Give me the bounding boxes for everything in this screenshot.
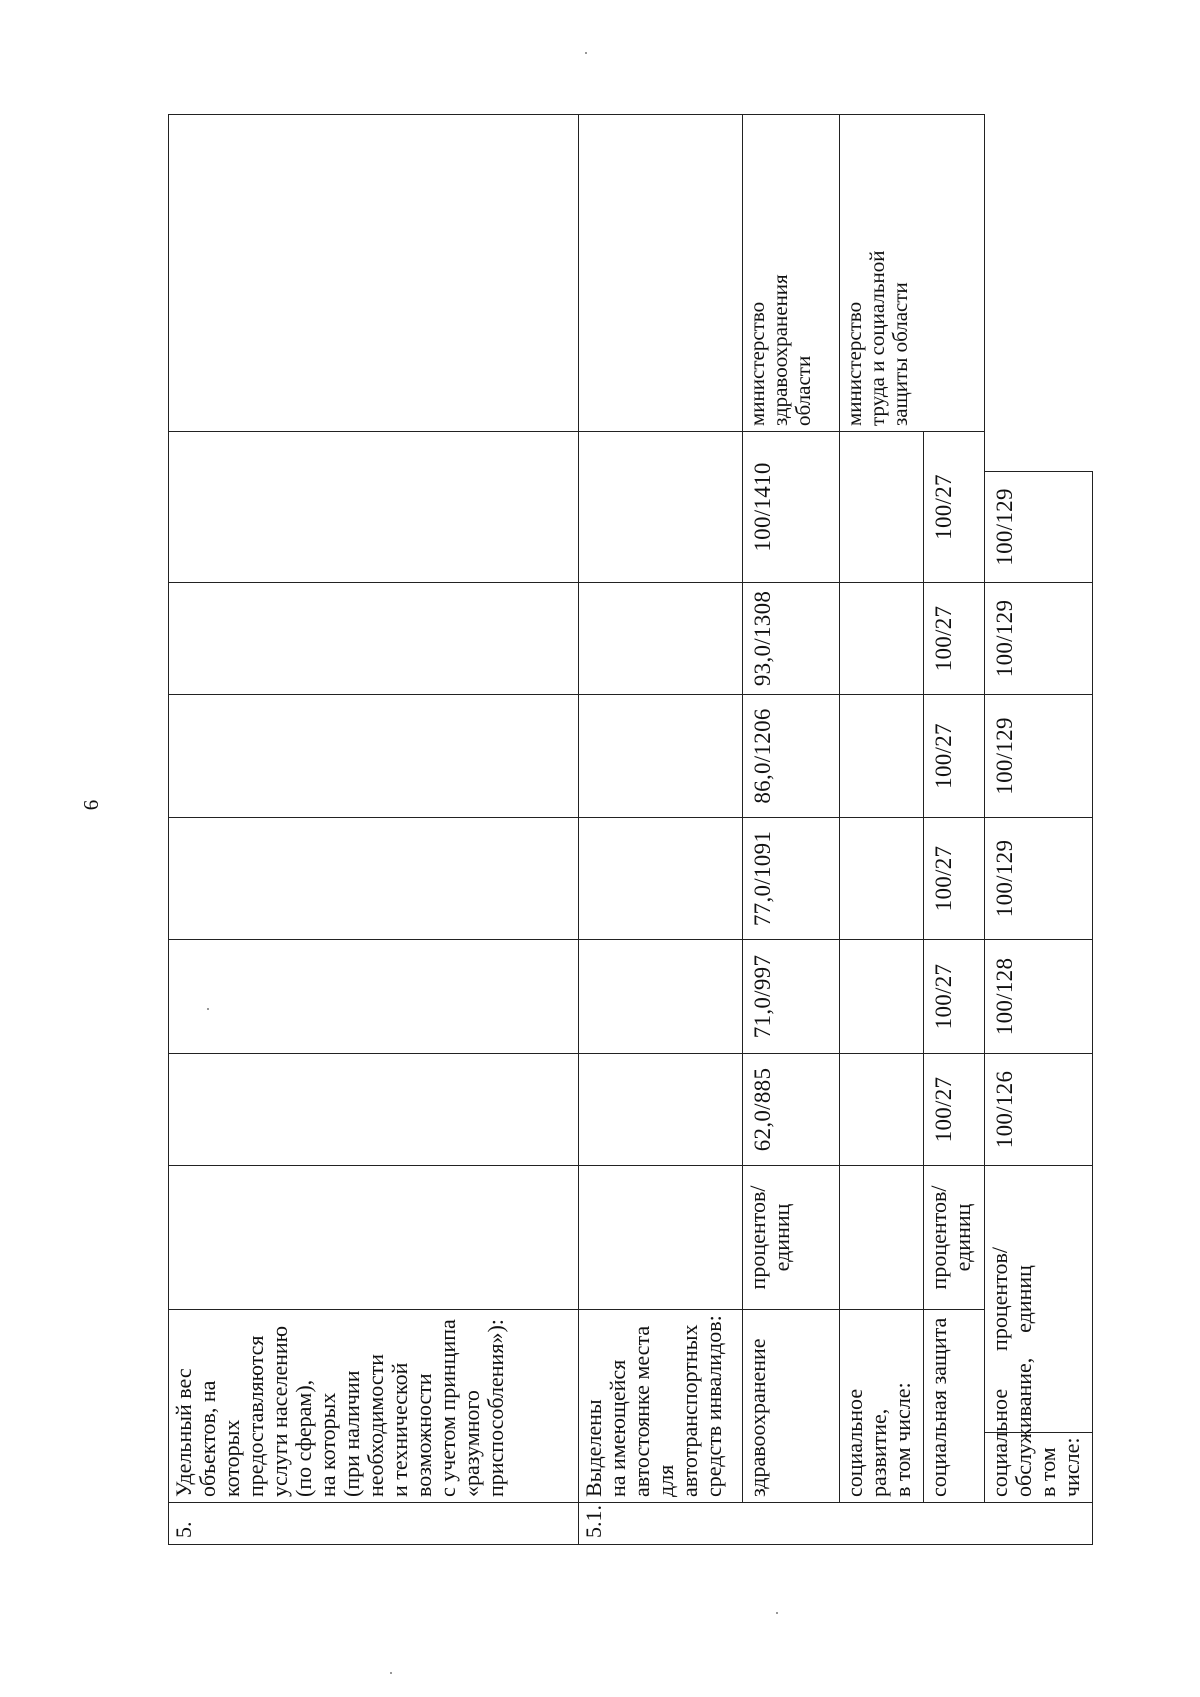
- value-health-6: 100/1410: [742, 431, 840, 582]
- value-social-protection-6: 100/27: [923, 431, 984, 582]
- scan-speck: [207, 1008, 209, 1010]
- scan-speck: [390, 1672, 392, 1674]
- row-number-5: 5.: [169, 1503, 579, 1545]
- unit-social-protection: процентов/ единиц: [923, 1165, 984, 1309]
- value-cell-51-1: [579, 1053, 742, 1165]
- scan-speck: [585, 52, 587, 54]
- value-social-service-2: 100/128: [984, 939, 1092, 1053]
- table-row-social-service: [984, 114, 1092, 1544]
- sector-name-social-service: социальное обслуживание, в том числе:: [984, 1433, 1092, 1503]
- row-number-5-1: 5.1.: [579, 1503, 1093, 1545]
- value-cell-51-3: [579, 817, 742, 939]
- table-row-5-1: [579, 114, 742, 1544]
- scan-speck: [776, 1612, 778, 1614]
- value-health-5: 93,0/1308: [742, 582, 840, 694]
- value-cell-51-4: [579, 694, 742, 817]
- value-cell-5-2: [169, 939, 579, 1053]
- unit-cell-5-1: [579, 1165, 742, 1309]
- unit-health: процентов/ единиц: [742, 1165, 840, 1309]
- value-social-protection-2: 100/27: [923, 939, 984, 1053]
- responsible-cell-5-1: [579, 114, 742, 431]
- unit-social-service: процентов/ единиц: [984, 1165, 1092, 1432]
- value-cell-51-2: [579, 939, 742, 1053]
- value-social-development-4: [840, 694, 923, 817]
- value-social-development-5: [840, 582, 923, 694]
- value-social-protection-1: 100/27: [923, 1053, 984, 1165]
- value-cell-5-1: [169, 1053, 579, 1165]
- value-social-service-4: 100/129: [984, 694, 1092, 817]
- value-social-development-2: [840, 939, 923, 1053]
- value-social-service-1: 100/126: [984, 1053, 1092, 1165]
- sector-name-social-protection: социальная защита: [923, 1309, 984, 1502]
- table-row-health: [742, 114, 840, 1544]
- value-social-development-3: [840, 817, 923, 939]
- value-cell-5-6: [169, 431, 579, 582]
- value-health-1: 62,0/885: [742, 1053, 840, 1165]
- value-social-service-3: 100/129: [984, 817, 1092, 939]
- value-social-protection-4: 100/27: [923, 694, 984, 817]
- responsible-social: министерство труда и социальной защиты области: [840, 114, 984, 431]
- value-social-service-6: 100/129: [984, 471, 1092, 582]
- value-cell-5-5: [169, 582, 579, 694]
- value-social-service-5: 100/129: [984, 582, 1092, 694]
- table-row-5: [169, 114, 579, 1544]
- sector-name-social-development: социальное развитие, в том числе:: [840, 1309, 923, 1502]
- value-social-protection-3: 100/27: [923, 817, 984, 939]
- indicator-name-5-1: Выделены на имеющейся автостоянке места для автотранспортных средств инвалидов:: [579, 1309, 742, 1502]
- rotated-table-container: [168, 115, 1093, 1545]
- value-cell-5-4: [169, 694, 579, 817]
- sector-name-health: здравоохранение: [742, 1309, 840, 1502]
- unit-cell-5: [169, 1165, 579, 1309]
- unit-social-development: [840, 1165, 923, 1309]
- value-cell-5-3: [169, 817, 579, 939]
- value-cell-51-5: [579, 582, 742, 694]
- value-health-4: 86,0/1206: [742, 694, 840, 817]
- value-health-2: 71,0/997: [742, 939, 840, 1053]
- indicator-name-5: Удельный вес объектов, на которых предоставляются услуги населению (по сферам), на которых (при наличии необходимости и технической возможности с учетом принципа «разумного приспособления»):: [169, 1309, 579, 1502]
- indicators-table: [168, 114, 1093, 1545]
- value-social-development-1: [840, 1053, 923, 1165]
- empty-corner-cell: [984, 114, 1092, 471]
- responsible-health: министерство здравоохранения области: [742, 114, 840, 431]
- responsible-cell-5: [169, 114, 579, 431]
- value-cell-51-6: [579, 431, 742, 582]
- value-health-3: 77,0/1091: [742, 817, 840, 939]
- value-social-development-6: [840, 431, 923, 582]
- page-number: 6: [79, 799, 103, 811]
- value-social-protection-5: 100/27: [923, 582, 984, 694]
- table-row-social-development: [840, 114, 923, 1544]
